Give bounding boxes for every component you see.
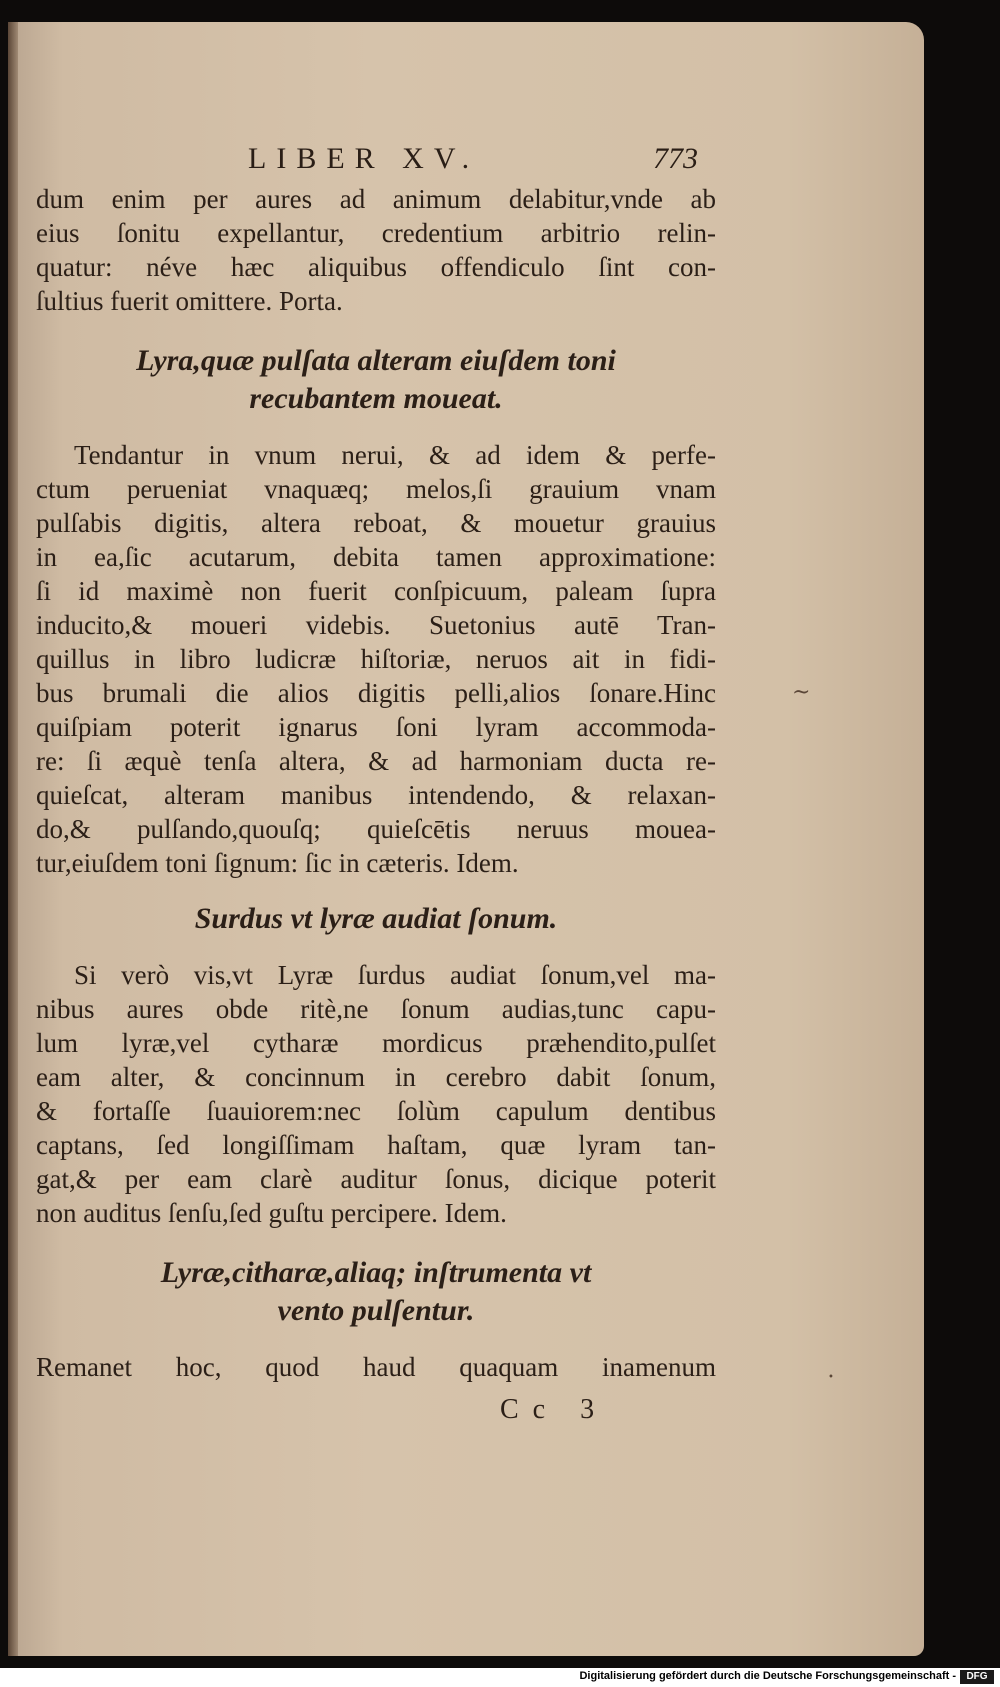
ink-speck: ~ bbox=[792, 680, 811, 705]
section-heading: recubantem moueat. bbox=[249, 382, 503, 415]
text-line: re: ſi æquè tenſa altera, & ad harmoniam ducta re- bbox=[36, 746, 716, 776]
text-line: quiſpiam poterit ignarus ſoni lyram accommoda- bbox=[36, 712, 716, 742]
page-binding-edge bbox=[8, 22, 18, 1656]
dfg-logo: DFG bbox=[960, 1670, 994, 1684]
section-heading: Surdus vt lyræ audiat ſonum. bbox=[194, 902, 558, 935]
ink-speck: • bbox=[828, 1372, 834, 1383]
text-line: eam alter, & concinnum in cerebro dabit ſonum, bbox=[36, 1062, 716, 1092]
signature-mark: Cc 3 bbox=[500, 1394, 609, 1425]
text-line: bus brumali die alios digitis pelli,alios ſonare.Hinc bbox=[36, 678, 716, 708]
running-title: LIBER XV. bbox=[248, 142, 480, 175]
digitization-footer bbox=[0, 1668, 1000, 1687]
text-line: dum enim per aures ad animum delabitur,vnde ab bbox=[36, 184, 716, 214]
text-line: quillus in libro ludicræ hiſtoriæ, neruos ait in fidi- bbox=[36, 644, 716, 674]
text-line: & fortaſſe ſuauiorem:nec ſolùm capulum dentibus bbox=[36, 1096, 716, 1126]
text-line: ſultius fuerit omittere. Porta. bbox=[36, 286, 343, 316]
text-line: lum lyræ,vel cytharæ mordicus præhendito,pulſet bbox=[36, 1028, 716, 1058]
text-line: captans, ſed longiſſimam haſtam, quæ lyram tan- bbox=[36, 1130, 716, 1160]
text-line: Si verò vis,vt Lyræ ſurdus audiat ſonum,vel ma- bbox=[74, 960, 716, 990]
section-heading: Lyræ,citharæ,aliaq; inſtrumenta vt bbox=[160, 1256, 592, 1289]
section-heading: Lyra,quæ pulſata alteram eiuſdem toni bbox=[136, 344, 616, 377]
text-line: Remanet hoc, quod haud quaquam inamenum bbox=[36, 1352, 716, 1382]
section-heading: vento pulſentur. bbox=[277, 1294, 475, 1327]
dfg-credit: Digitalisierung gefördert durch die Deutsche Forschungsgemeinschaft - bbox=[579, 1670, 956, 1682]
page-number: 773 bbox=[653, 142, 698, 175]
text-line: pulſabis digitis, altera reboat, & mouetur grauius bbox=[36, 508, 716, 538]
text-line: nibus aures obde ritè,ne ſonum audias,tunc capu- bbox=[36, 994, 716, 1024]
text-line: Tendantur in vnum nerui, & ad idem & perfe- bbox=[74, 440, 716, 470]
text-line: eius ſonitu expellantur, credentium arbitrio relin- bbox=[36, 218, 716, 248]
text-line: inducito,& moueri videbis. Suetonius autē Tran- bbox=[36, 610, 716, 640]
text-line: ctum perueniat vnaquæq; melos,ſi grauium vnam bbox=[36, 474, 716, 504]
text-line: non auditus ſenſu,ſed guſtu percipere. Idem. bbox=[36, 1198, 507, 1228]
text-line: ſi id maximè non fuerit conſpicuum, paleam ſupra bbox=[36, 576, 716, 606]
page-header bbox=[8, 142, 924, 182]
book-page bbox=[8, 22, 924, 1656]
text-line: gat,& per eam clarè auditur ſonus, dicique poterit bbox=[36, 1164, 716, 1194]
text-block bbox=[36, 182, 716, 1384]
text-line: quatur: néve hæc aliquibus offendiculo ſint con- bbox=[36, 252, 716, 282]
text-line: do,& pulſando,quouſq; quieſcētis neruus moueа- bbox=[36, 814, 716, 844]
text-line: quieſcat, alteram manibus intendendo, & relaxan- bbox=[36, 780, 716, 810]
text-line: tur,eiuſdem toni ſignum: ſic in cæteris. Idem. bbox=[36, 848, 519, 878]
text-line: in ea,ſic acutarum, debita tamen approximatione: bbox=[36, 542, 716, 572]
